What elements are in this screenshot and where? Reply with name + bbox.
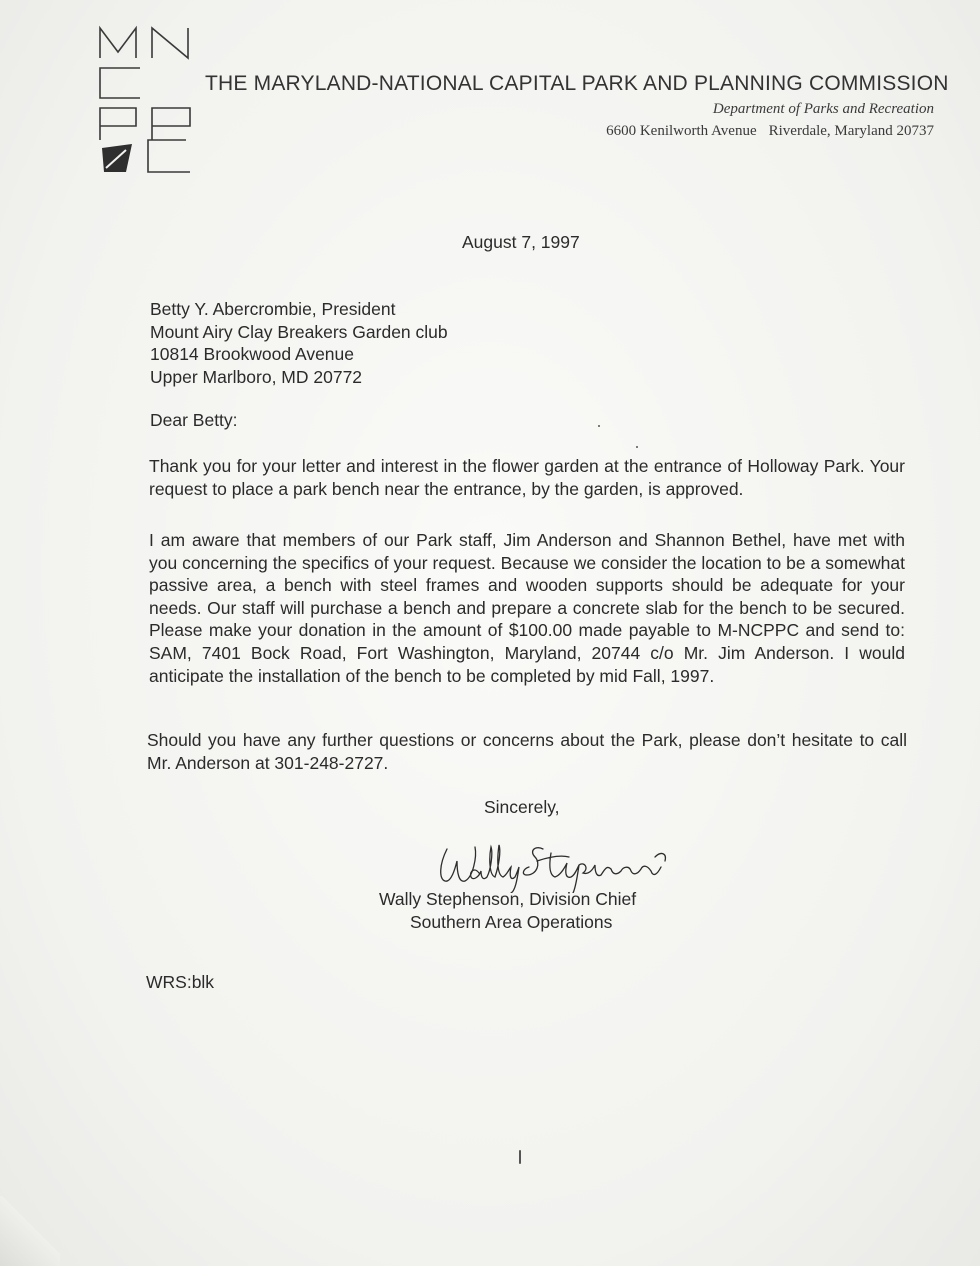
page-corner-fold — [0, 1196, 60, 1266]
handwritten-signature — [425, 835, 675, 893]
organization-name: THE MARYLAND-NATIONAL CAPITAL PARK AND PLANNING COMMISSION — [205, 72, 949, 95]
scan-speck — [519, 1150, 521, 1164]
scan-speck — [598, 425, 600, 427]
typist-initials: WRS:blk — [146, 972, 215, 992]
recipient-line: Upper Marlboro, MD 20772 — [150, 366, 363, 387]
letterhead-address — [606, 123, 934, 140]
paragraph-details: I am aware that members of our Park staff, Jim Anderson and Shannon Bethel, have met with you concerning the specifics of your request. Because we consider the location to be a somewhat passive area, a bench with steel frames and wooden supports should be adequate for your needs. Our staff will purchase a bench and prepare a concrete slab for the bench to be secured. Please make your donation in the amount of $100.00 made payable to M-NCPPC and send to: SAM, 7401 Bock Road, Fort Washington, Maryland, 20744 c/o Mr. Jim Anderson. I would anticipate the installation of the bench to be completed by mid Fall, 1997. — [149, 530, 905, 686]
recipient-address — [150, 298, 448, 388]
signer-name-title: Wally Stephenson, Division Chief — [379, 889, 637, 909]
scan-speck — [636, 446, 638, 448]
letter-date: August 7, 1997 — [462, 232, 580, 252]
paragraph-approval: Thank you for your letter and interest in the flower garden at the entrance of Holloway Park. Your request to place a park bench near the entrance, by the garden, is approved. — [149, 456, 905, 499]
signer-block — [379, 888, 636, 933]
recipient-line: Mount Airy Clay Breakers Garden club — [150, 321, 448, 342]
signer-unit: Southern Area Operations — [410, 911, 613, 932]
closing: Sincerely, — [484, 797, 560, 817]
salutation: Dear Betty: — [150, 410, 238, 430]
recipient-line: Betty Y. Abercrombie, President — [150, 299, 396, 319]
department-name: Department of Parks and Recreation — [712, 101, 934, 117]
mncppc-logo — [96, 22, 196, 182]
recipient-line: 10814 Brookwood Avenue — [150, 344, 355, 364]
street-address: 6600 Kenilworth Avenue — [606, 123, 757, 139]
paragraph-contact: Should you have any further questions or concerns about the Park, please don’t hesitate to call Mr. Anderson at 301-248-2727. — [147, 730, 907, 773]
city-address: Riverdale, Maryland 20737 — [768, 123, 934, 139]
